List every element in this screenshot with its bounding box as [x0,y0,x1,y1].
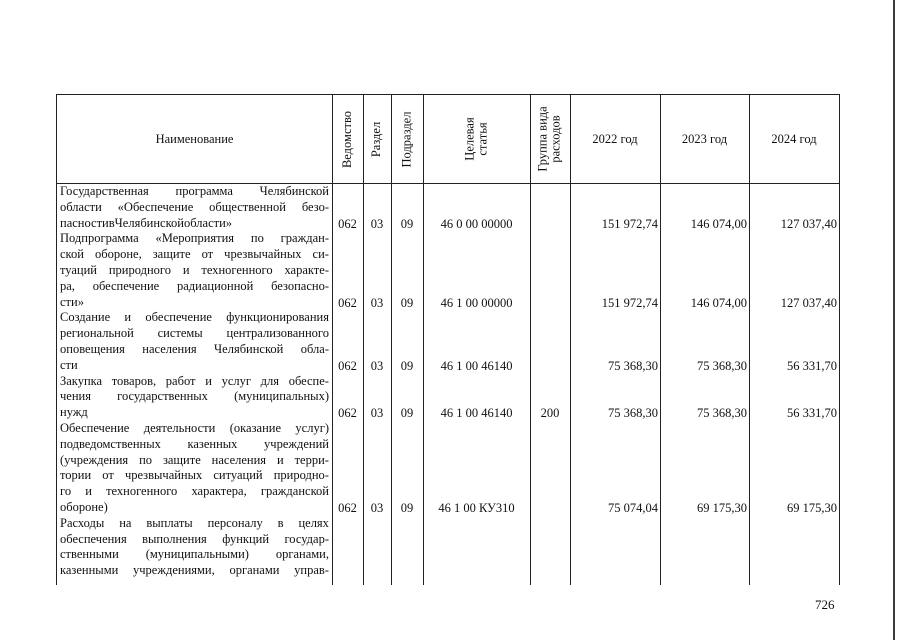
row-name-line: тории от чрезвычайных ситуаций природно- [60,468,329,483]
cell-target: 46 1 00 46140 [440,406,513,421]
cell-y2022: 75 074,04 [608,501,658,515]
cell-section: 03 [370,406,384,421]
header-subsection-label: Подраздел [399,111,414,167]
header-section-label: Раздел [369,121,384,157]
page-number: 726 [815,597,835,612]
header-group-label [537,106,563,171]
cell-y2022: 75 368,30 [608,406,658,421]
header-section [363,95,391,183]
cell-group: 200 [540,406,560,421]
header-target-line2: статья [475,122,490,156]
header-name [57,95,332,183]
row-name-line: чения государственных (муниципальных) [60,389,329,404]
row-name-line: Государственная программа Челябинской [60,184,329,198]
header-2024-label: 2024 год [771,131,817,146]
cell-subsection: 09 [400,406,414,421]
cell-section: 03 [370,216,384,231]
cell-section: 03 [370,295,384,310]
row-name-line: ственными (муниципальными) органами, [60,547,329,562]
header-target-label [464,117,490,160]
cell-dept: 062 [338,358,357,373]
header-2024 [749,95,839,183]
cell-y2023: 69 175,30 [697,501,747,515]
row-name-line: Расходы на выплаты персоналу в целях [60,515,329,530]
cell-y2024: 56 331,70 [787,358,837,373]
cell-subsection: 09 [400,295,414,310]
row-name-line: оповещения населения Челябинской обла- [60,341,329,356]
row-name-line: го и техногенного характера, гражданской [60,484,329,499]
cell-y2024: 69 175,30 [787,501,837,515]
cell-section: 03 [370,358,384,373]
row-name-line: Обеспечение деятельности (оказание услуг) [60,421,329,435]
row-name-line: ской обороне, защите от чрезвычайных си- [60,247,329,262]
header-dept [332,95,363,183]
row-name [60,310,329,373]
row-name [60,374,329,421]
header-group-line1: Группа вида [536,106,551,172]
row-name-line: (учреждения по защите населения и терри- [60,452,329,467]
header-target-line1: Целевая [462,117,477,161]
row-name-line: региональной системы централизованного [60,326,329,341]
row-name-line: подведомственных казенных учреждений [60,436,329,451]
cell-dept: 062 [338,216,357,231]
header-target [423,95,530,183]
cell-target: 46 1 00 00000 [440,295,513,310]
cell-dept: 062 [338,501,357,515]
row-name-line: Создание и обеспечение функционирования [60,310,329,325]
cell-section: 03 [370,501,384,515]
cell-y2024: 56 331,70 [787,406,837,421]
row-name-line: казенными учреждениями, органами управ- [60,563,329,578]
row-name-line: ра, обеспечение радиационной безопасно- [60,278,329,293]
row-name-line: области «Обеспечение общественной безо- [60,199,329,214]
cell-dept: 062 [338,295,357,310]
row-name [60,184,329,231]
row-name [60,516,329,579]
header-group [530,95,570,183]
cell-subsection: 09 [400,358,414,373]
cell-y2022: 151 972,74 [601,216,658,231]
row-name-line: обеспечения выполнения функций государ- [60,531,329,546]
page-edge [893,0,895,640]
cell-target: 46 1 00 46140 [440,358,513,373]
cell-y2023: 146 074,00 [690,216,747,231]
row-name-line: нужд [60,405,88,420]
row-name-line: обороне) [60,499,108,514]
row-name-line: сти [60,357,78,372]
cell-y2023: 75 368,30 [697,406,747,421]
cell-dept: 062 [338,406,357,421]
cell-y2022: 75 368,30 [608,358,658,373]
row-name-line: Закупка товаров, работ и услуг для обеспе- [60,373,329,388]
cell-y2022: 151 972,74 [601,295,658,310]
cell-y2023: 75 368,30 [697,358,747,373]
header-2022-label: 2022 год [592,131,638,146]
cell-subsection: 09 [400,216,414,231]
cell-target: 46 0 00 00000 [440,216,513,231]
row-name-line: туаций природного и техногенного характе- [60,262,329,277]
cell-target: 46 1 00 КУ310 [438,501,515,515]
header-subsection [391,95,423,183]
row-name [60,421,329,516]
row-name-line: Подпрограмма «Мероприятия по граждан- [60,231,329,246]
cell-subsection: 09 [400,501,414,515]
header-dept-label: Ведомство [340,110,354,168]
cell-y2023: 146 074,00 [690,295,747,310]
row-name-line: пасности в Челябинской области» [60,215,233,230]
header-2023 [660,95,749,183]
budget-table [56,94,840,585]
header-group-line2: расходов [549,115,564,163]
header-name-label: Наименование [155,131,234,146]
header-2022 [570,95,660,183]
row-name [60,231,329,310]
row-name-line: сти» [60,294,84,309]
header-2023-label: 2023 год [681,131,728,146]
cell-y2024: 127 037,40 [780,216,837,231]
cell-y2024: 127 037,40 [780,295,837,310]
